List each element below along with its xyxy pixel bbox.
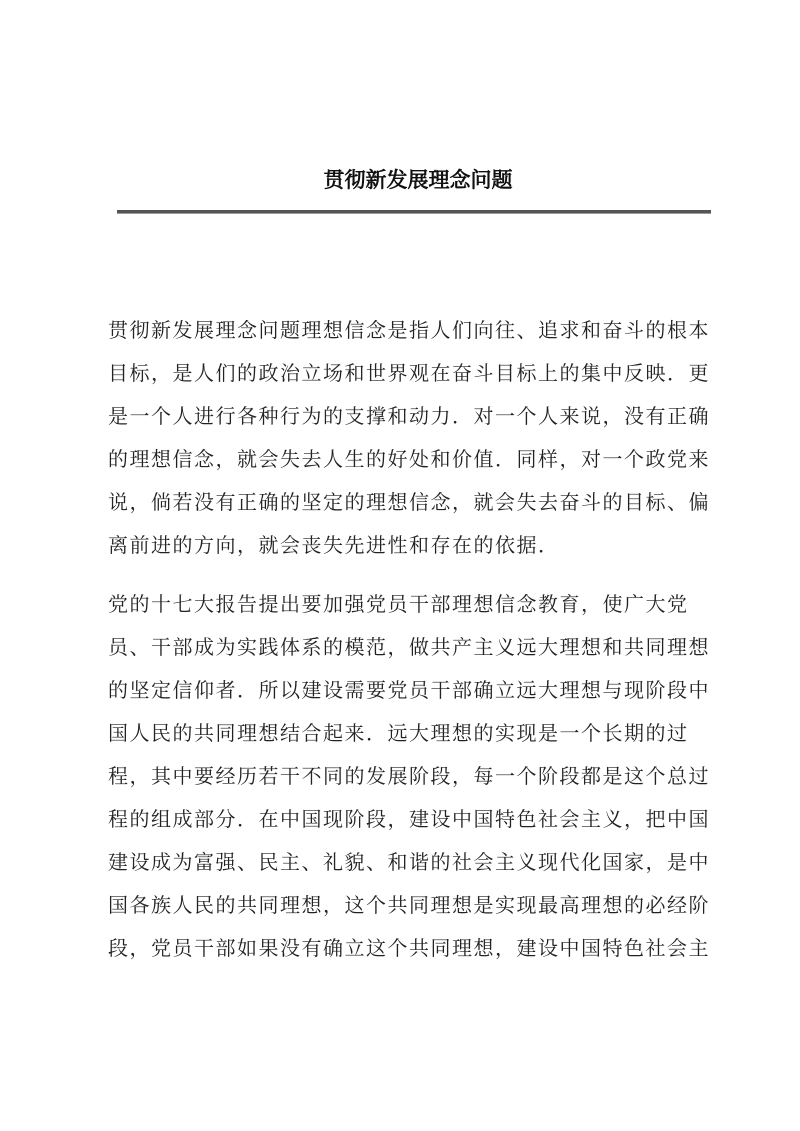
title-divider: [117, 210, 711, 214]
text-line: 离前进的方向，就会丧失先进性和存在的依据．: [108, 533, 560, 557]
text-line: 员、干部成为实践体系的模范，做共产主义远大理想和共同理想: [108, 635, 710, 659]
text-line: 国各族人民的共同理想，这个共同理想是实现最高理想的必经阶: [108, 893, 710, 917]
text-line: 程的组成部分．在中国现阶段，建设中国特色社会主义，把中国: [108, 807, 710, 831]
text-line: 的理想信念，就会失去人生的好处和价值．同样，对一个政党来: [108, 447, 710, 471]
text-line: 的坚定信仰者．所以建设需要党员干部确立远大理想与现阶段中: [108, 678, 710, 702]
text-line: 程，其中要经历若干不同的发展阶段，每一个阶段都是这个总过: [108, 764, 710, 788]
text-line: 段，党员干部如果没有确立这个共同理想，建设中国特色社会主: [108, 936, 710, 960]
text-line: 是一个人进行各种行为的支撑和动力．对一个人来说，没有正确: [108, 404, 710, 428]
text-line: 说，倘若没有正确的坚定的理想信念，就会失去奋斗的目标、偏: [108, 490, 710, 514]
text-line: 贯彻新发展理念问题理想信念是指人们向往、追求和奋斗的根本: [108, 318, 710, 342]
document-title: 贯彻新发展理念问题: [323, 167, 513, 192]
text-line: 目标，是人们的政治立场和世界观在奋斗目标上的集中反映．更: [108, 361, 710, 385]
text-line: 国人民的共同理想结合起来．远大理想的实现是一个长期的过: [108, 721, 689, 745]
text-line: 建设成为富强、民主、礼貌、和谐的社会主义现代化国家，是中: [108, 850, 710, 874]
text-line: 党的十七大报告提出要加强党员干部理想信念教育，使广大党: [108, 592, 689, 616]
